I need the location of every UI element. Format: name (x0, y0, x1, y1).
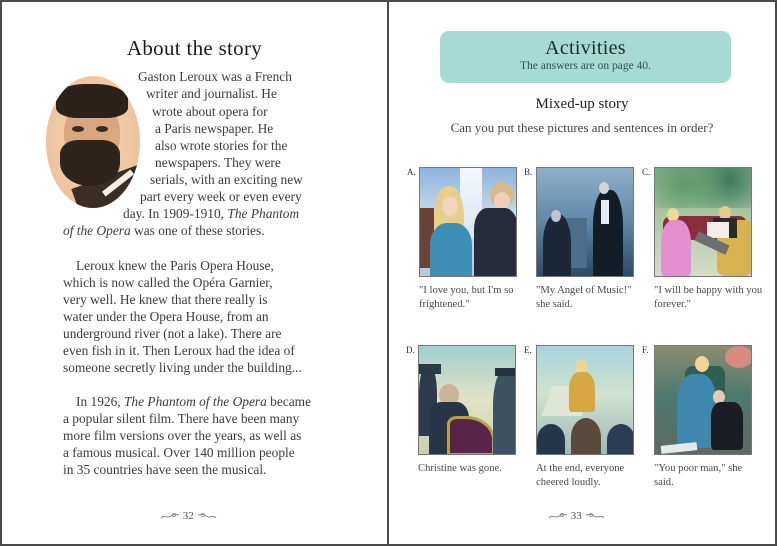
answers-note: The answers are on page 40. (520, 60, 651, 72)
text-line: very well. He knew that there really is (63, 292, 268, 307)
text-line: water under the Opera House, from an (63, 309, 269, 324)
card-letter: D. (406, 345, 415, 355)
card-illustration-a (419, 167, 517, 277)
card-caption: "I love you, but I'm so frightened." (419, 285, 514, 310)
portrait-hair (56, 84, 128, 118)
activities-title: Activities (545, 37, 626, 59)
card-letter: E. (524, 345, 532, 355)
card-illustration-f (654, 345, 752, 455)
text-line: Gaston Leroux was a French (138, 69, 292, 84)
page-number: 32 (182, 510, 194, 522)
flourish-left-icon (160, 512, 180, 520)
card-illustration-b (536, 167, 634, 277)
card-caption: "I will be happy with you forever." (654, 285, 763, 310)
card-letter: F. (642, 345, 649, 355)
text-line: writer and journalist. He (146, 86, 277, 101)
text-line: in 35 countries have seen the musical. (63, 462, 267, 477)
card-caption: At the end, everyone cheered loudly. (536, 463, 625, 488)
text-line: serials, with an exciting new (150, 172, 303, 187)
card-letter: B. (524, 167, 533, 177)
card-illustration-c (654, 167, 752, 277)
text-line: more film versions over the years, as well as (63, 428, 302, 443)
text-line: Leroux knew the Paris Opera House, (76, 258, 274, 273)
section-title: Mixed-up story (535, 96, 629, 112)
card-caption: "My Angel of Music!" she said. (536, 285, 632, 310)
text-line: a popular silent film. There have been many (63, 411, 300, 426)
text-line: even fish in it. Then Leroux had the idea of (63, 343, 295, 358)
page-number-footer (160, 510, 217, 522)
book-title-italic: of the Opera (63, 223, 131, 238)
section-instructions: Can you put these pictures and sentences in order? (450, 120, 714, 135)
card-caption: Christine was gone. (418, 463, 502, 474)
text-line: someone secretly living under the building... (63, 360, 302, 375)
portrait-eye (72, 126, 84, 132)
page-number-footer (548, 510, 605, 522)
author-portrait-image (46, 76, 140, 208)
flourish-left-icon (548, 512, 568, 520)
card-letter: C. (642, 167, 651, 177)
book-title-italic: The Phantom (227, 206, 300, 221)
text-line: wrote about opera for (152, 104, 268, 119)
portrait-beard (60, 140, 120, 186)
book-title-italic: The Phantom of the Opera (123, 394, 267, 409)
text-line: a famous musical. Over 140 million people (63, 445, 295, 460)
page-number: 33 (570, 510, 582, 522)
text-line: which is now called the Opéra Garnier, (63, 275, 273, 290)
text-line: day. In 1909-1910, The Phantom (123, 206, 300, 221)
text-line: part every week or even every (140, 189, 302, 204)
flourish-right-icon (197, 512, 217, 520)
text-line: In 1926, The Phantom of the Opera became (76, 394, 312, 409)
text-line: underground river (not a lake). There are (63, 326, 282, 341)
text-line: a Paris newspaper. He (155, 121, 274, 136)
card-caption: "You poor man," she said. (654, 463, 743, 488)
right-page (389, 2, 775, 544)
page-title: About the story (126, 36, 263, 60)
left-page (2, 2, 387, 544)
card-illustration-e (536, 345, 634, 455)
card-illustration-d (418, 345, 516, 455)
text-line: of the Opera was one of these stories. (63, 223, 265, 238)
portrait-eye (96, 126, 108, 132)
card-letter: A. (407, 167, 416, 177)
flourish-right-icon (585, 512, 605, 520)
text-line: newspapers. They were (155, 155, 281, 170)
text-line: also wrote stories for the (155, 138, 288, 153)
activities-header-box (440, 31, 731, 83)
